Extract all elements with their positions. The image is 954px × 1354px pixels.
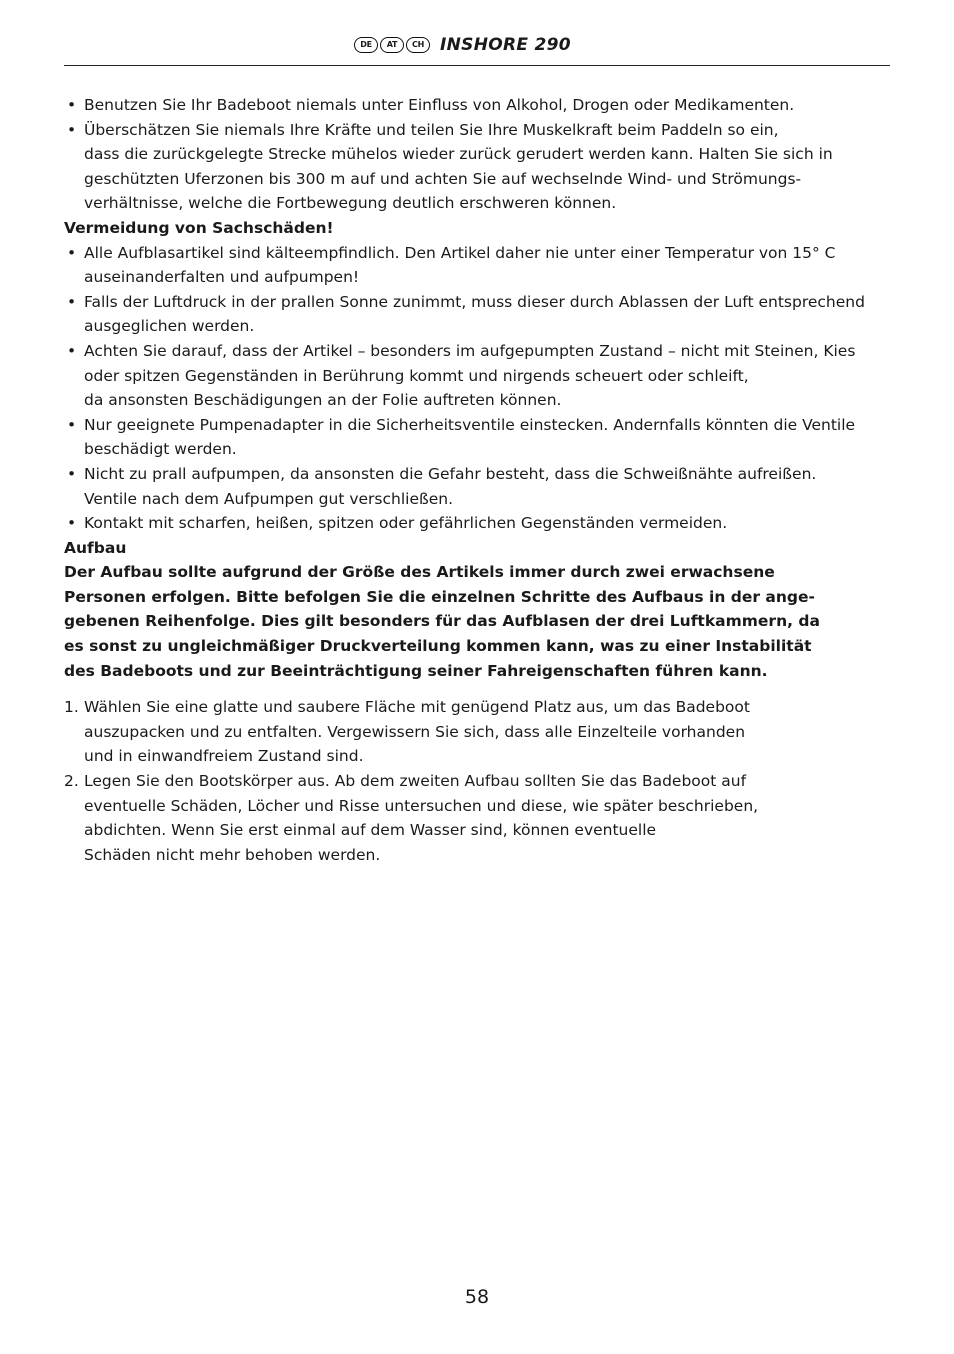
list-item: 2. Legen Sie den Bootskörper aus. Ab dem zweiten Aufbau sollten Sie das Badeboot auf eventuelle Schäden, Löcher und Risse untersuchen und diese, wie später beschrieben, abdichten. Wenn Sie erst einmal auf dem Wasser sind, können eventuelle Schäden nicht mehr behoben werden.	[64, 769, 894, 867]
list-item: • Falls der Luftdruck in der prallen Sonne zunimmt, muss dieser durch Ablassen der Luft entsprechend ausgeglichen werden.	[67, 292, 865, 336]
intro-bullet-list	[64, 93, 894, 216]
model-name: INSHORE 290	[440, 35, 571, 55]
list-item: • Kontakt mit scharfen, heißen, spitzen oder gefährlichen Gegenständen vermeiden.	[67, 514, 728, 533]
list-item: • Nicht zu prall aufpumpen, da ansonsten die Gefahr besteht, dass die Schweißnähte aufreißen. Ventile nach dem Aufpumpen gut verschließen.	[67, 464, 817, 508]
damage-bullet-list	[64, 241, 894, 536]
country-badge-ch: CH	[406, 37, 430, 53]
list-item: • Nur geeignete Pumpenadapter in die Sicherheitsventile einstecken. Andernfalls könnten die Ventile beschädigt werden.	[67, 415, 856, 459]
country-badge-at: AT	[380, 37, 404, 53]
aufbau-intro: Der Aufbau sollte aufgrund der Größe des Artikels immer durch zwei erwachsene Personen erfolgen. Bitte befolgen Sie die einzelnen Schritte des Aufbaus in der ange- gebenen Reihenfolge. Dies gilt besonders für das Aufblasen der drei Luftkammern, da es sonst zu ungleichmäßiger Druckverteilung kommen kann, was zu einer Instabilität des Badeboots und zur Beeinträchtigung seiner Fahreigenschaften führen kann.	[64, 563, 820, 680]
country-badge-de: DE	[354, 37, 378, 53]
page-content	[64, 93, 894, 867]
page-number: 58	[464, 1286, 490, 1308]
list-item: • Benutzen Sie Ihr Badeboot niemals unter Einfluss von Alkohol, Drogen oder Medikamenten.	[67, 96, 795, 114]
page-header	[64, 30, 890, 66]
step-number: 2.	[64, 772, 79, 791]
aufbau-heading: Aufbau	[64, 538, 127, 557]
header-title-group	[354, 34, 571, 56]
list-item: • Achten Sie darauf, dass der Artikel – besonders im aufgepumpten Zustand – nicht mit Steinen, Kies oder spitzen Gegenständen in Berührung kommt und nirgends scheuert oder schleift, da ansonsten Beschädigungen an der Folie auftreten können.	[67, 341, 856, 410]
list-item: 1. Wählen Sie eine glatte und saubere Fläche mit genügend Platz aus, um das Badeboot auszupacken und zu entfalten. Vergewissern Sie sich, dass alle Einzelteile vorhanden und in einwandfreiem Zustand sind.	[64, 695, 894, 769]
damage-heading: Vermeidung von Sachschäden!	[64, 218, 334, 237]
step-number: 1.	[64, 698, 79, 717]
list-item: • Überschätzen Sie niemals Ihre Kräfte und teilen Sie Ihre Muskelkraft beim Paddeln so ein, dass die zurückgelegte Strecke mühelos wieder zurück gerudert werden kann. Halten Sie sich in geschützten Uferzonen bis 300 m auf und achten Sie auf wechselnde Wind- und Strömungs- verhältnisse, welche die Fortbewegung deutlich erschweren können.	[67, 120, 833, 213]
aufbau-steps	[64, 695, 894, 867]
list-item: • Alle Aufblasartikel sind kälteempfindlich. Den Artikel daher nie unter einer Temperatur von 15° C auseinanderfalten und aufpumpen!	[67, 243, 836, 287]
